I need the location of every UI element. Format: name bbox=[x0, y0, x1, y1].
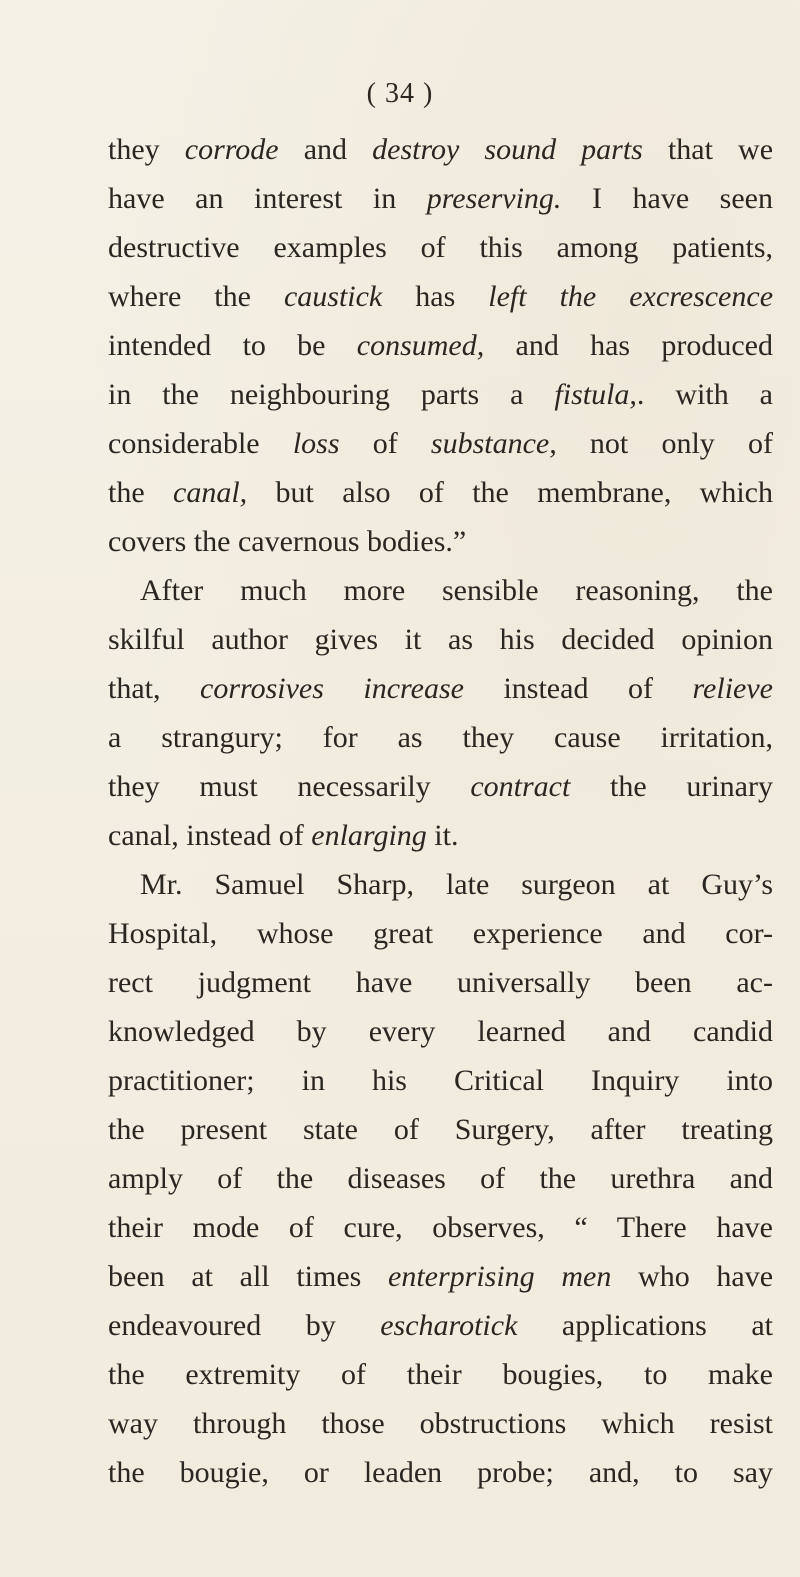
text-segment: a strangury; for as they cause irritation, bbox=[108, 721, 773, 754]
text-segment: intended to be bbox=[108, 329, 357, 362]
text-segment: covers the cavernous bodies.” bbox=[108, 525, 467, 558]
text-segment: and has produced bbox=[484, 329, 773, 362]
text-line bbox=[108, 860, 773, 909]
text-line bbox=[108, 1301, 773, 1350]
italic-text: contract bbox=[470, 770, 571, 803]
text-line bbox=[108, 1056, 773, 1105]
italic-text: destroy sound parts bbox=[372, 133, 643, 166]
text-line bbox=[108, 958, 773, 1007]
text-line bbox=[108, 321, 773, 370]
page-number: ( 34 ) bbox=[366, 78, 434, 109]
body-text bbox=[108, 125, 773, 1497]
italic-text: corrode bbox=[184, 133, 279, 166]
italic-text: consumed, bbox=[356, 329, 485, 362]
text-line bbox=[108, 223, 773, 272]
text-segment: destructive examples of this among patients, bbox=[108, 231, 773, 264]
text-segment: their mode of cure, observes, “ There have bbox=[108, 1211, 773, 1244]
text-segment: and bbox=[278, 133, 373, 166]
text-line bbox=[108, 468, 773, 517]
text-segment: but also of the membrane, which bbox=[247, 476, 773, 509]
text-line bbox=[108, 762, 773, 811]
text-segment: skilful author gives it as his decided opinion bbox=[108, 623, 773, 656]
text-line bbox=[108, 517, 773, 566]
text-segment: canal, instead of bbox=[108, 819, 312, 852]
text-segment: not only of bbox=[556, 427, 773, 460]
text-line bbox=[108, 370, 773, 419]
text-segment: the bougie, or leaden probe; and, to say bbox=[108, 1456, 773, 1489]
text-segment: it. bbox=[426, 819, 459, 852]
text-segment: they must necessarily bbox=[108, 770, 471, 803]
italic-text: loss bbox=[292, 427, 340, 460]
text-line bbox=[108, 615, 773, 664]
text-segment: rect judgment have universally been ac- bbox=[108, 966, 773, 999]
italic-text: left the excrescence bbox=[488, 280, 774, 313]
text-line bbox=[108, 1252, 773, 1301]
text-line bbox=[108, 125, 773, 174]
text-segment: way through those obstructions which resist bbox=[108, 1407, 773, 1440]
text-segment: . with a bbox=[636, 378, 773, 411]
text-segment: that, bbox=[108, 672, 201, 705]
text-line bbox=[108, 272, 773, 321]
italic-text: canal, bbox=[173, 476, 248, 509]
text-line bbox=[108, 1154, 773, 1203]
text-segment: I have seen bbox=[561, 182, 773, 215]
text-segment: been at all times bbox=[108, 1260, 389, 1293]
italic-text: relieve bbox=[692, 672, 773, 705]
text-segment: amply of the diseases of the urethra and bbox=[108, 1162, 773, 1195]
text-segment: endeavoured by bbox=[108, 1309, 381, 1342]
italic-text: escharotick bbox=[380, 1309, 518, 1342]
text-segment: the urinary bbox=[570, 770, 773, 803]
text-segment: of bbox=[339, 427, 431, 460]
text-segment: the bbox=[108, 476, 174, 509]
text-segment: Hospital, whose great experience and cor- bbox=[108, 917, 773, 950]
text-line bbox=[108, 1448, 773, 1497]
text-segment: have an interest in bbox=[108, 182, 427, 215]
text-line bbox=[108, 1105, 773, 1154]
italic-text: substance, bbox=[430, 427, 557, 460]
text-segment: practitioner; in his Critical Inquiry into bbox=[108, 1064, 773, 1097]
text-segment: instead of bbox=[463, 672, 693, 705]
text-segment: Mr. Samuel Sharp, late surgeon at Guy’s bbox=[140, 868, 773, 901]
text-line bbox=[108, 811, 773, 860]
text-line bbox=[108, 174, 773, 223]
italic-text: enlarging bbox=[311, 819, 427, 852]
text-line bbox=[108, 1203, 773, 1252]
text-line bbox=[108, 664, 773, 713]
text-segment: that we bbox=[642, 133, 774, 166]
text-segment: considerable bbox=[108, 427, 293, 460]
text-segment: applications at bbox=[517, 1309, 773, 1342]
italic-text: preserving. bbox=[426, 182, 562, 215]
text-line bbox=[108, 1007, 773, 1056]
italic-text: fistula, bbox=[554, 378, 637, 411]
text-segment: has bbox=[382, 280, 489, 313]
italic-text: caustick bbox=[283, 280, 383, 313]
text-segment: knowledged by every learned and candid bbox=[108, 1015, 773, 1048]
text-line bbox=[108, 909, 773, 958]
text-segment: the present state of Surgery, after treating bbox=[108, 1113, 773, 1146]
text-line bbox=[108, 566, 773, 615]
text-segment: they bbox=[108, 133, 185, 166]
text-line bbox=[108, 1350, 773, 1399]
text-segment: in the neighbouring parts a bbox=[108, 378, 555, 411]
text-segment: the extremity of their bougies, to make bbox=[108, 1358, 773, 1391]
italic-text: enterprising men bbox=[388, 1260, 612, 1293]
text-segment: After much more sensible reasoning, the bbox=[140, 574, 773, 607]
text-line bbox=[108, 1399, 773, 1448]
text-segment: who have bbox=[611, 1260, 774, 1293]
italic-text: corrosives increase bbox=[200, 672, 464, 705]
text-line bbox=[108, 713, 773, 762]
text-line bbox=[108, 419, 773, 468]
text-segment: where the bbox=[108, 280, 284, 313]
